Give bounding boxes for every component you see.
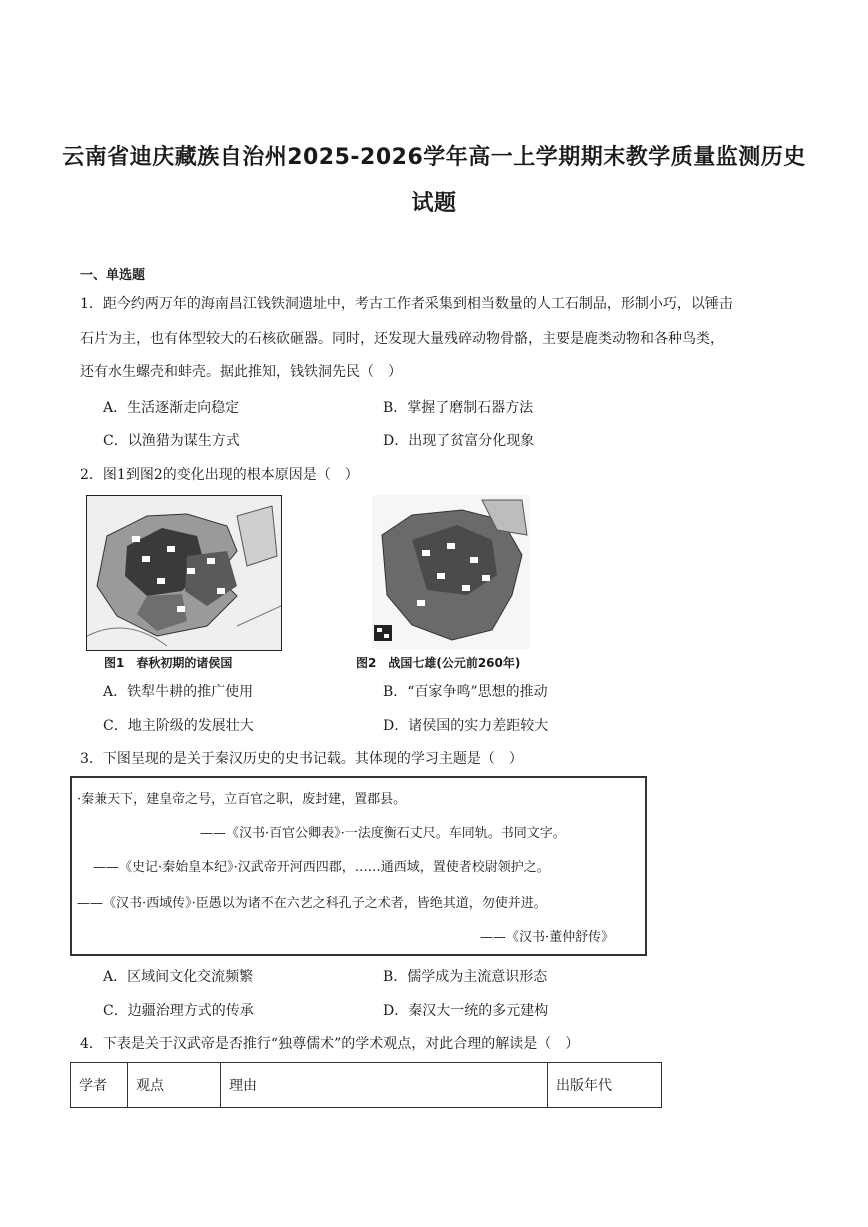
map-figure-2-caption: 图2 战国七雄(公元前260年): [356, 656, 521, 670]
q2-option-a[interactable]: A．铁犁牛耕的推广使用: [103, 684, 254, 700]
q3-quote-line3: ——《史记·秦始皇本纪》·汉武帝开河西四郡，……通西域，置使者校尉领护之。: [93, 860, 550, 875]
document-title-line2: 试题: [411, 191, 457, 216]
map-figure-2: [372, 495, 530, 649]
q4-header-year: 出版年代: [548, 1063, 662, 1108]
q4-stem: 4．下表是关于汉武帝是否推行“独尊儒术”的学术观点，对此合理的解读是（ ）: [80, 1036, 580, 1052]
map-figure-1-image: [87, 496, 281, 650]
q3-option-c[interactable]: C．边疆治理方式的传承: [103, 1003, 254, 1019]
q4-header-viewpoint: 观点: [128, 1063, 221, 1108]
q1-option-a[interactable]: A．生活逐渐走向稳定: [103, 400, 240, 416]
q1-stem-line3: 还有水生螺壳和蚌壳。据此推知，钱铁洞先民（ ）: [80, 364, 402, 380]
q3-option-b[interactable]: B．儒学成为主流意识形态: [383, 969, 548, 985]
q1-option-b[interactable]: B．掌握了磨制石器方法: [383, 400, 534, 416]
q2-option-d[interactable]: D．诸侯国的实力差距较大: [383, 718, 549, 734]
q4-header-reason: 理由: [221, 1063, 548, 1108]
map-figure-2-image: [372, 495, 530, 649]
document-title-line1: 云南省迪庆藏族自治州2025-2026学年高一上学期期末教学质量监测历史: [62, 145, 806, 170]
q1-option-c[interactable]: C．以渔猎为谋生方式: [103, 433, 240, 449]
q4-table-header-row: [71, 1063, 662, 1108]
q3-quote-line1: ·秦兼天下，建皇帝之号，立百官之职，废封建，置郡县。: [77, 792, 407, 807]
q1-stem-line1: 1．距今约两万年的海南昌江钱铁洞遗址中，考古工作者采集到相当数量的人工石制品，形制小巧，以锤击: [80, 296, 733, 312]
q3-option-d[interactable]: D．秦汉大一统的多元建构: [383, 1003, 549, 1019]
map-figure-1-caption: 图1 春秋初期的诸侯国: [104, 656, 233, 670]
map-figure-1: [86, 495, 282, 651]
q3-quote-line2: ——《汉书·百官公卿表》·一法度衡石丈尺。车同轨。书同文字。: [200, 826, 566, 841]
q4-header-scholar: 学者: [71, 1063, 128, 1108]
q2-option-c[interactable]: C．地主阶级的发展壮大: [103, 718, 254, 734]
section-heading: 一、单选题: [80, 268, 146, 283]
q3-option-a[interactable]: A．区域间文化交流频繁: [103, 969, 254, 985]
q2-stem: 2．图1到图2的变化出现的根本原因是（ ）: [80, 467, 359, 483]
q1-option-d[interactable]: D．出现了贫富分化现象: [383, 433, 535, 449]
q3-quote-line5: ——《汉书·董仲舒传》: [480, 930, 615, 945]
q3-quote-line4: ——《汉书·西域传》·臣愚以为诸不在六艺之科孔子之术者，皆绝其道，勿使并进。: [77, 896, 547, 911]
q3-stem: 3．下图呈现的是关于秦汉历史的史书记载。其体现的学习主题是（ ）: [80, 751, 523, 767]
q2-option-b[interactable]: B．“百家争鸣”思想的推动: [383, 684, 548, 700]
q1-stem-line2: 石片为主，也有体型较大的石核砍砸器。同时，还发现大量残碎动物骨骼，主要是鹿类动物和各种鸟类，: [80, 331, 724, 347]
q4-table: [70, 1062, 662, 1108]
